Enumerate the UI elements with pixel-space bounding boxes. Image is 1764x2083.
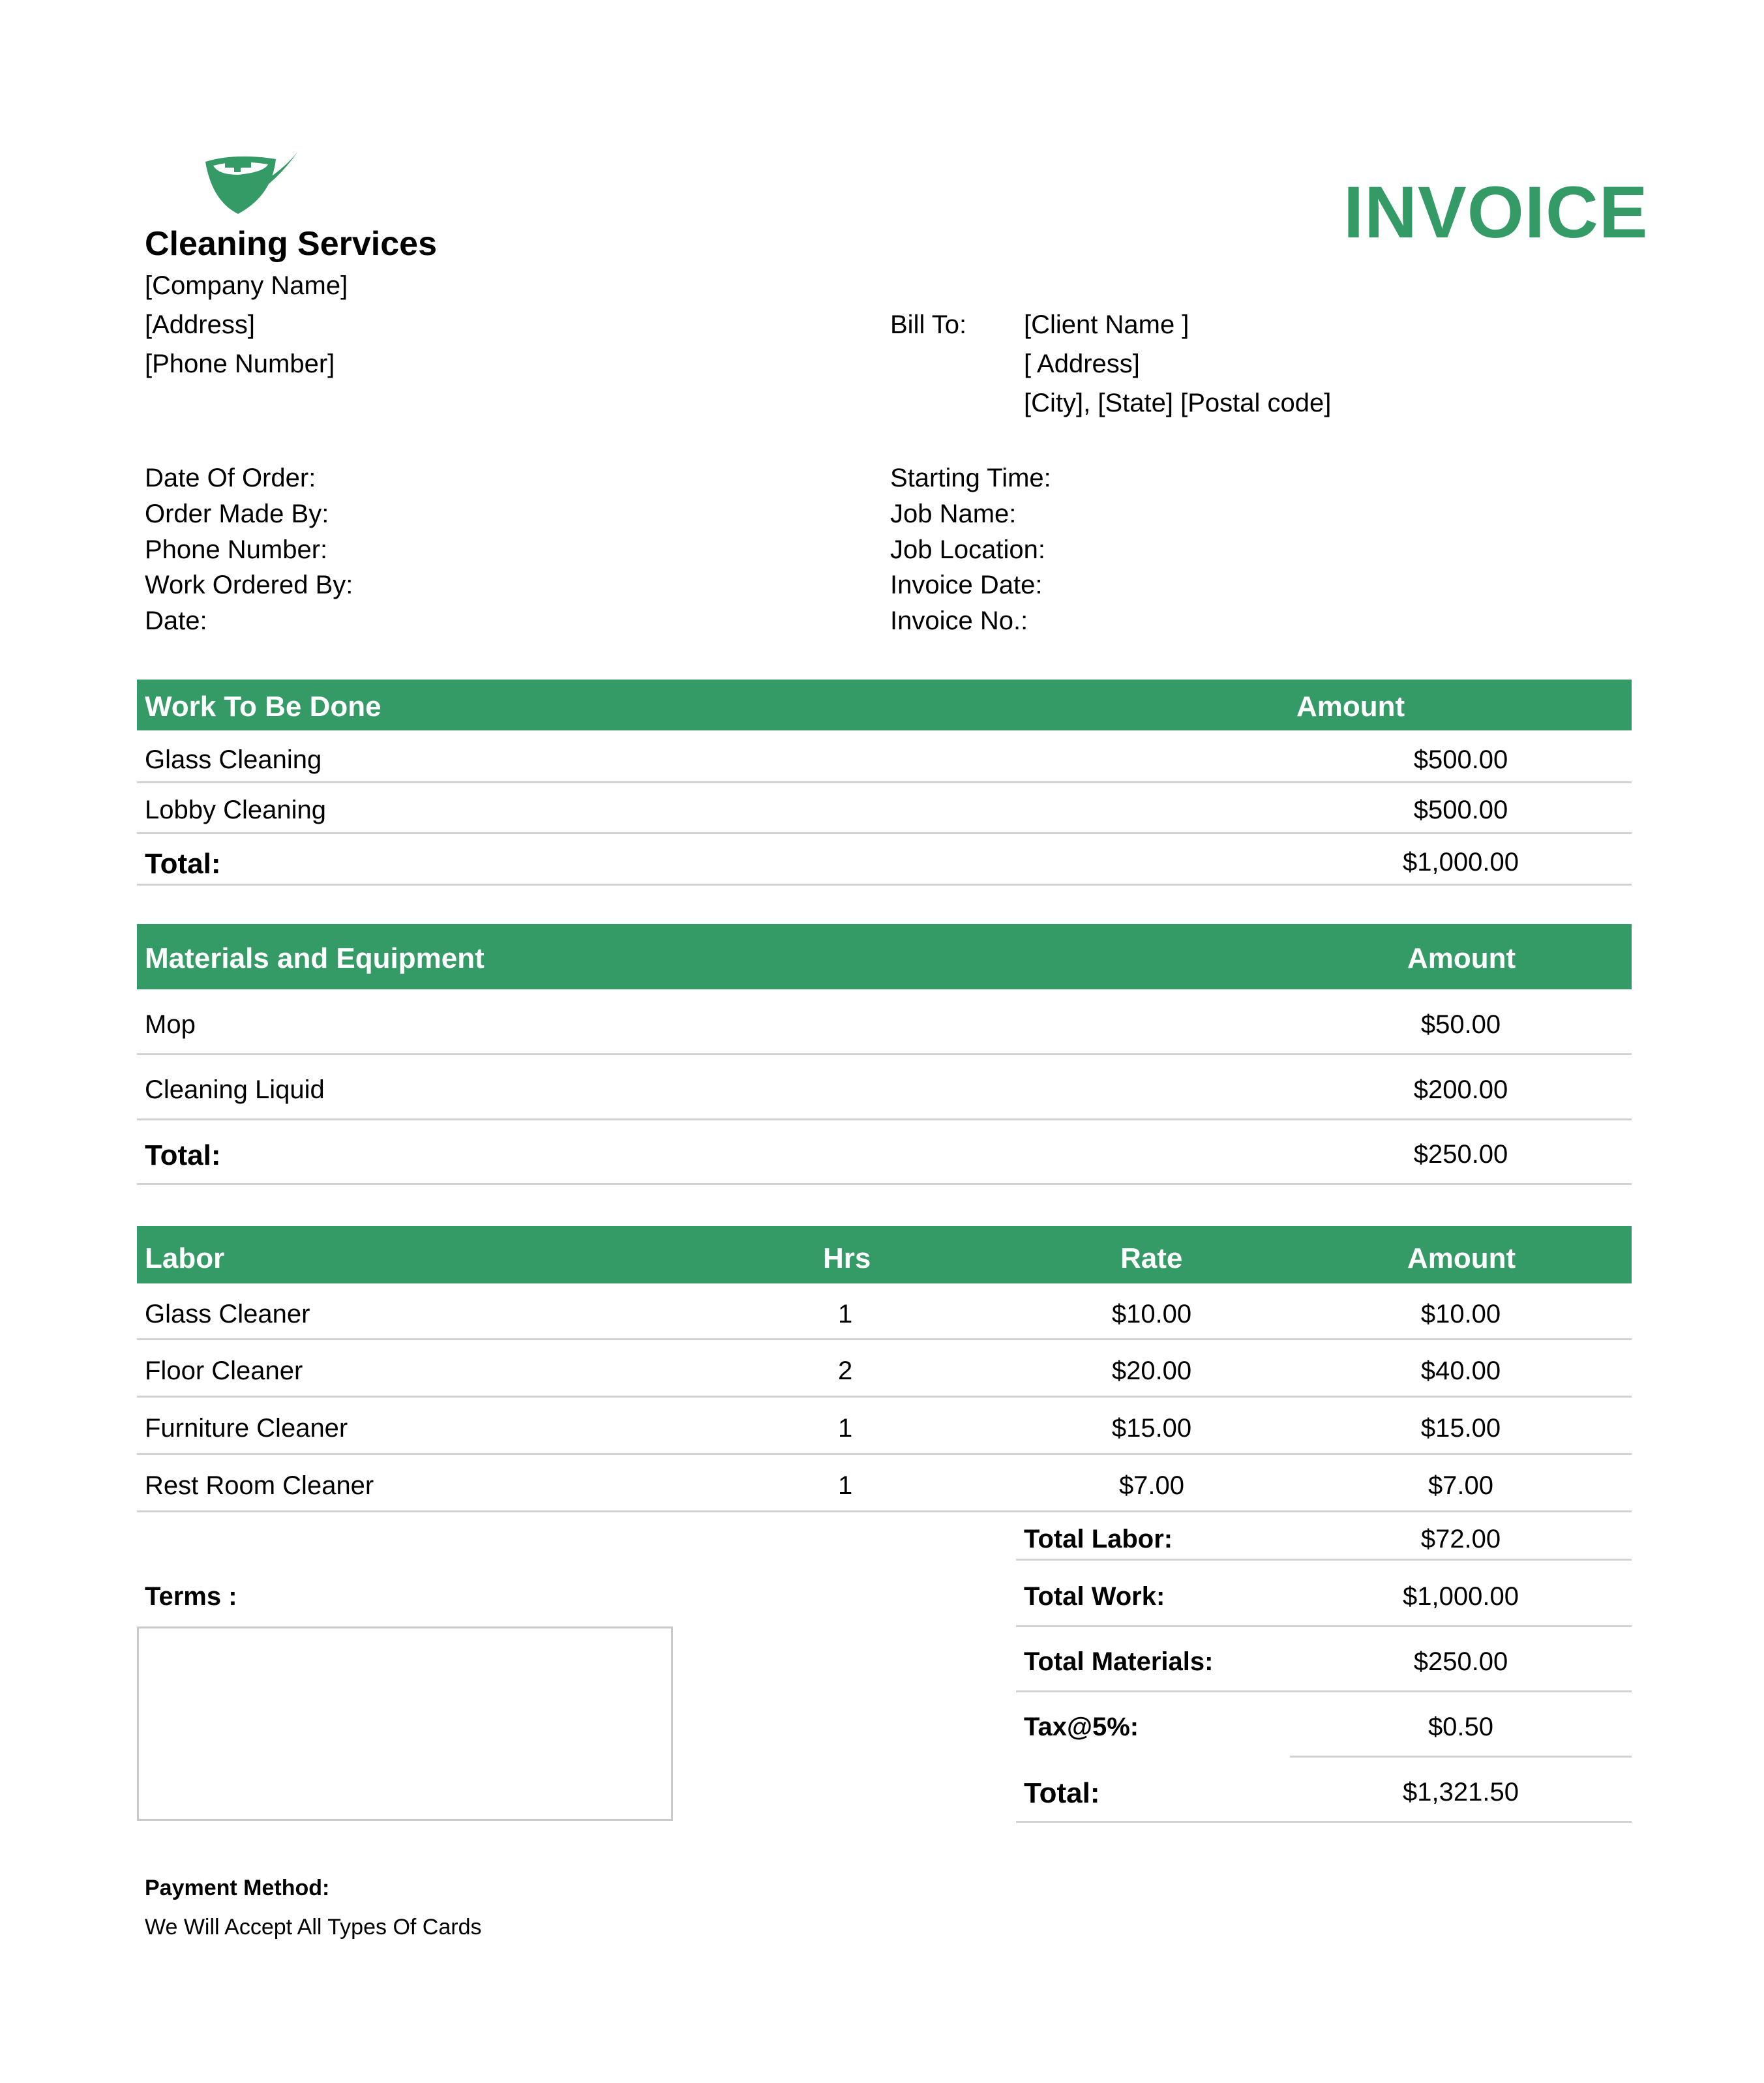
materials-header-bar <box>137 924 1632 989</box>
cleaning-shield-icon <box>199 150 303 222</box>
client-city-state: [City], [State] [Postal code] <box>1024 389 1332 417</box>
date-of-order-label: Date Of Order: <box>145 464 316 492</box>
grand-total: $1,321.50 <box>1403 1778 1519 1806</box>
labor-rate: $20.00 <box>1111 1356 1192 1385</box>
total-work-label: Total Work: <box>1024 1582 1165 1611</box>
payment-method-text: We Will Accept All Types Of Cards <box>145 1915 482 1940</box>
row-divider <box>137 1338 1632 1340</box>
labor-hrs: 1 <box>838 1471 853 1500</box>
date-label: Date: <box>145 607 207 635</box>
materials-header: Materials and Equipment <box>145 942 485 974</box>
company-title: Cleaning Services <box>145 225 437 263</box>
labor-rate: $10.00 <box>1111 1300 1192 1328</box>
client-name: [Client Name ] <box>1024 310 1189 339</box>
labor-rate: $15.00 <box>1111 1414 1192 1443</box>
labor-amount: $10.00 <box>1420 1300 1501 1328</box>
labor-amount: $15.00 <box>1420 1414 1501 1443</box>
labor-item: Floor Cleaner <box>145 1356 303 1385</box>
row-divider <box>1016 1559 1632 1561</box>
invoice-date-label: Invoice Date: <box>890 571 1043 599</box>
job-name-label: Job Name: <box>890 500 1017 528</box>
row-divider <box>137 1453 1632 1455</box>
materials-total: $250.00 <box>1413 1140 1508 1169</box>
work-header-bar <box>137 680 1632 730</box>
payment-method-label: Payment Method: <box>145 1876 330 1900</box>
total-labor: $72.00 <box>1420 1525 1501 1553</box>
row-divider <box>137 1053 1632 1055</box>
terms-label: Terms : <box>145 1582 237 1611</box>
work-header: Work To Be Done <box>145 691 381 723</box>
work-ordered-by-label: Work Ordered By: <box>145 571 353 599</box>
work-item: Glass Cleaning <box>145 745 322 774</box>
total-materials-label: Total Materials: <box>1024 1647 1214 1676</box>
row-divider <box>137 1118 1632 1120</box>
invoice-title: INVOICE <box>1343 172 1649 253</box>
labor-hrs-header: Hrs <box>823 1242 871 1274</box>
materials-amount: $200.00 <box>1413 1075 1508 1104</box>
labor-amount-header: Amount <box>1407 1242 1516 1274</box>
work-item: Lobby Cleaning <box>145 796 326 824</box>
labor-item: Glass Cleaner <box>145 1300 310 1328</box>
row-divider <box>137 832 1632 834</box>
row-divider <box>137 1183 1632 1185</box>
work-amount: $500.00 <box>1413 745 1508 774</box>
work-amount: $500.00 <box>1413 796 1508 824</box>
labor-amount: $40.00 <box>1420 1356 1501 1385</box>
row-divider <box>137 884 1632 886</box>
row-divider <box>1016 1821 1632 1823</box>
work-amount-header: Amount <box>1296 691 1405 723</box>
row-divider <box>1290 1756 1632 1758</box>
work-total-label: Total: <box>145 848 221 880</box>
total-labor-label: Total Labor: <box>1024 1525 1173 1553</box>
company-phone: [Phone Number] <box>145 350 335 378</box>
terms-box[interactable] <box>137 1626 673 1821</box>
labor-rate-header: Rate <box>1120 1242 1183 1274</box>
labor-header-bar <box>137 1226 1632 1283</box>
labor-header: Labor <box>145 1242 225 1274</box>
labor-hrs: 2 <box>838 1356 853 1385</box>
company-address: [Address] <box>145 310 255 339</box>
materials-item: Cleaning Liquid <box>145 1075 325 1104</box>
labor-rate: $7.00 <box>1118 1471 1185 1500</box>
materials-total-label: Total: <box>145 1139 221 1171</box>
materials-amount-header: Amount <box>1407 942 1516 974</box>
row-divider <box>1016 1690 1632 1692</box>
labor-hrs: 1 <box>838 1414 853 1443</box>
labor-hrs: 1 <box>838 1300 853 1328</box>
total-materials: $250.00 <box>1413 1647 1508 1676</box>
labor-item: Furniture Cleaner <box>145 1414 348 1443</box>
client-address: [ Address] <box>1024 350 1140 378</box>
tax-amount: $0.50 <box>1428 1713 1494 1741</box>
company-name: [Company Name] <box>145 271 348 300</box>
labor-amount: $7.00 <box>1428 1471 1494 1500</box>
bill-to-label: Bill To: <box>890 310 967 339</box>
row-divider <box>137 1510 1632 1512</box>
job-location-label: Job Location: <box>890 535 1045 564</box>
phone-number-label: Phone Number: <box>145 535 328 564</box>
labor-item: Rest Room Cleaner <box>145 1471 374 1500</box>
row-divider <box>137 1396 1632 1398</box>
row-divider <box>137 781 1632 783</box>
tax-label: Tax@5%: <box>1024 1713 1139 1741</box>
work-total: $1,000.00 <box>1403 848 1519 877</box>
grand-total-label: Total: <box>1024 1777 1100 1809</box>
total-work: $1,000.00 <box>1403 1582 1519 1611</box>
invoice-no-label: Invoice No.: <box>890 607 1028 635</box>
materials-amount: $50.00 <box>1420 1010 1501 1039</box>
order-made-by-label: Order Made By: <box>145 500 329 528</box>
materials-item: Mop <box>145 1010 196 1039</box>
starting-time-label: Starting Time: <box>890 464 1051 492</box>
row-divider <box>1016 1625 1632 1627</box>
